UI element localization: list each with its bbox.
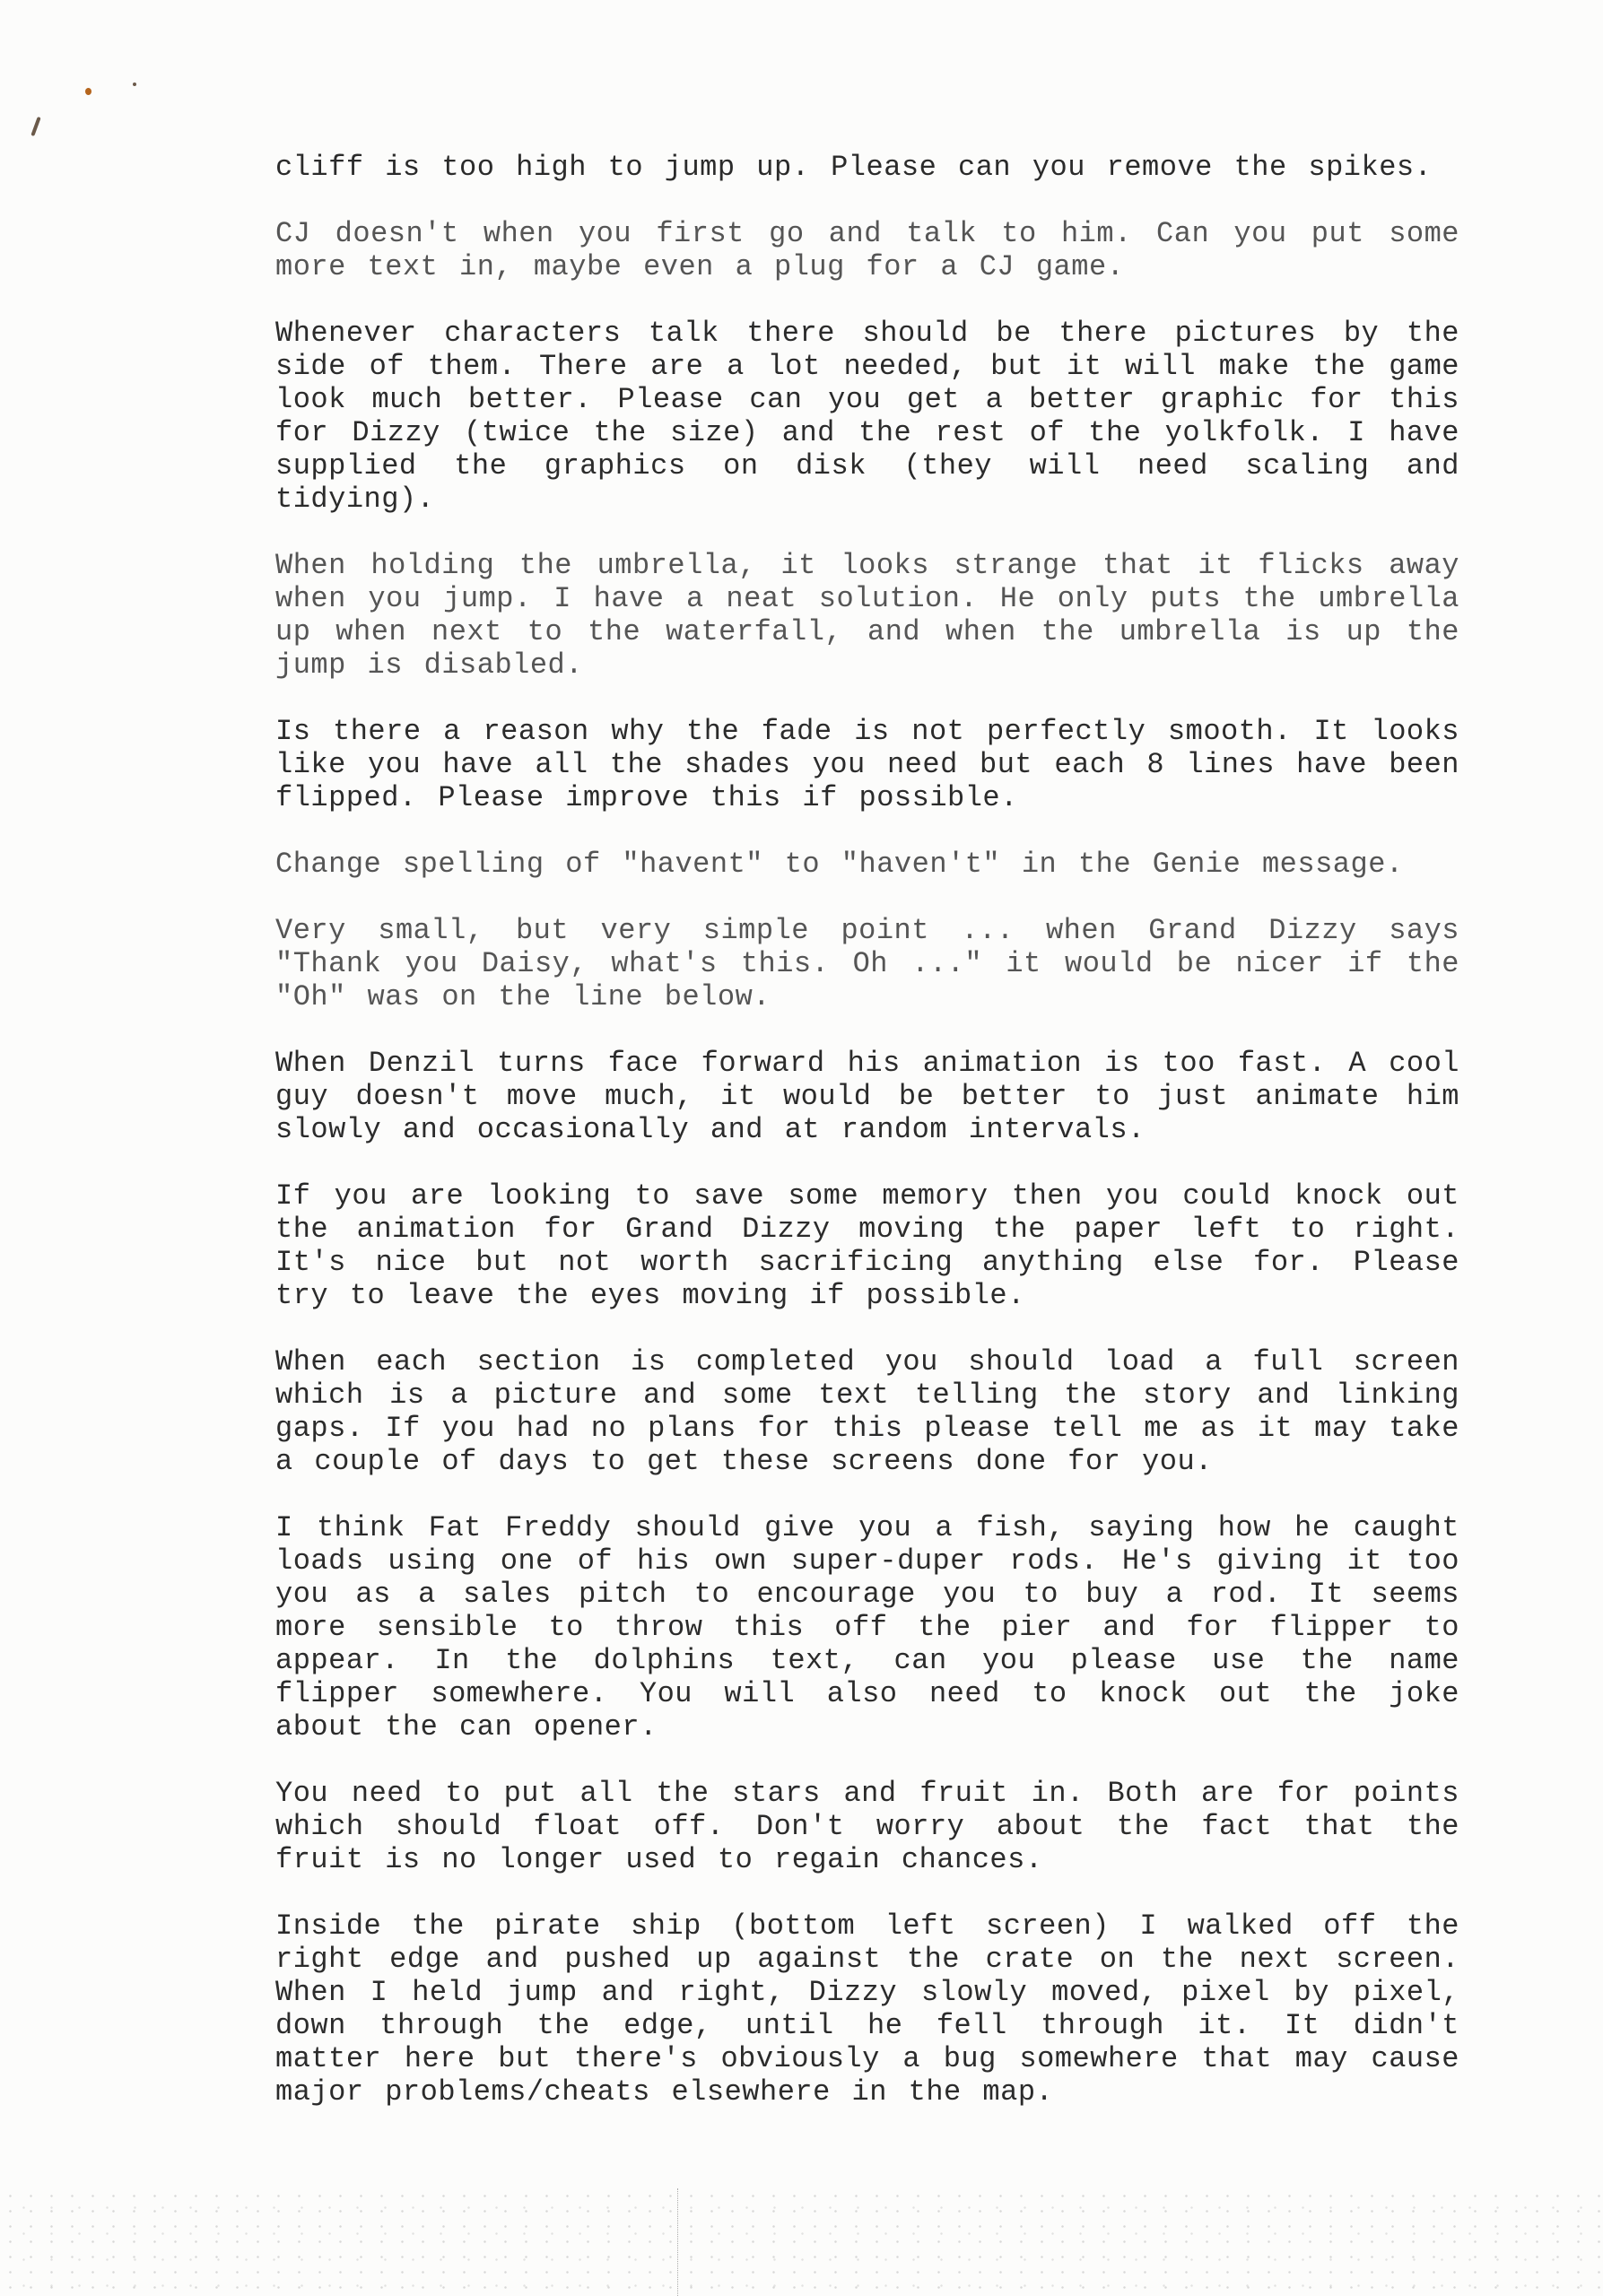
paragraph-fade: Is there a reason why the fade is not perfectly smooth. It looks like you have all the shades you need but each 8 lines have been flipped. Please improve this if possible. — [275, 715, 1459, 814]
scan-noise — [0, 2188, 1603, 2296]
fold-line — [677, 2188, 679, 2296]
paragraph-denzil: When Denzil turns face forward his animation is too fast. A cool guy doesn't move much, it would be better to just animate him slowly and occasionally and at random intervals. — [275, 1047, 1459, 1146]
paragraph-spikes: cliff is too high to jump up. Please can you remove the spikes. — [275, 151, 1433, 184]
paragraph-stars-fruit: You need to put all the stars and fruit in. Both are for points which should float off. Don't worry about the fact that the fruit is no longer used to regain chances. — [275, 1777, 1459, 1876]
ink-speck — [133, 83, 136, 86]
paragraph-grand-dizzy-line: Very small, but very simple point ... when Grand Dizzy says "Thank you Daisy, what's this. Oh ..." it would be nicer if the "Oh" was on the line below. — [275, 914, 1459, 1013]
paragraph-umbrella: When holding the umbrella, it looks strange that it flicks away when you jump. I have a neat solution. He only puts the umbrella up when next to the waterfall, and when the umbrella is up the jump is disabled. — [275, 549, 1459, 682]
ink-mark — [30, 117, 40, 136]
document-body — [275, 151, 1459, 2142]
paragraph-memory: If you are looking to save some memory then you could knock out the animation for Grand Dizzy moving the paper left to right. It's nice but not worth sacrificing anything else for. Please try to leave the eyes moving if possible. — [275, 1179, 1459, 1312]
paragraph-character-pictures: Whenever characters talk there should be there pictures by the side of them. There are a lot needed, but it will make the game look much better. Please can you get a better graphic for this for Dizzy (twice the size) and the rest of the yolkfolk. I have supplied the graphics on disk (they will need scaling and tidying). — [275, 317, 1459, 516]
ink-speck — [85, 88, 91, 95]
paragraph-section-screens: When each section is completed you should load a full screen which is a picture and some text telling the story and linking gaps. If you had no plans for this please tell me as it may take a couple of days to get these screens done for you. — [275, 1345, 1459, 1478]
paragraph-fat-freddy: I think Fat Freddy should give you a fish, saying how he caught loads using one of his own super-duper rods. He's giving it too you as a sales pitch to encourage you to buy a rod. It seems more sensible to throw this off the pier and for flipper to appear. In the dolphins text, can you please use the name flipper somewhere. You will also need to knock out the joke about the can opener. — [275, 1511, 1459, 1744]
paragraph-cj: CJ doesn't when you first go and talk to him. Can you put some more text in, maybe even a plug for a CJ game. — [275, 217, 1459, 283]
paragraph-genie-spelling: Change spelling of "havent" to "haven't" in the Genie message. — [275, 848, 1404, 881]
paragraph-pirate-ship-bug: Inside the pirate ship (bottom left screen) I walked off the right edge and pushed up against the crate on the next screen. When I held jump and right, Dizzy slowly moved, pixel by pixel, down through the edge, until he fell through it. It didn't matter here but there's obviously a bug somewhere that may cause major problems/cheats elsewhere in the map. — [275, 1909, 1459, 2109]
